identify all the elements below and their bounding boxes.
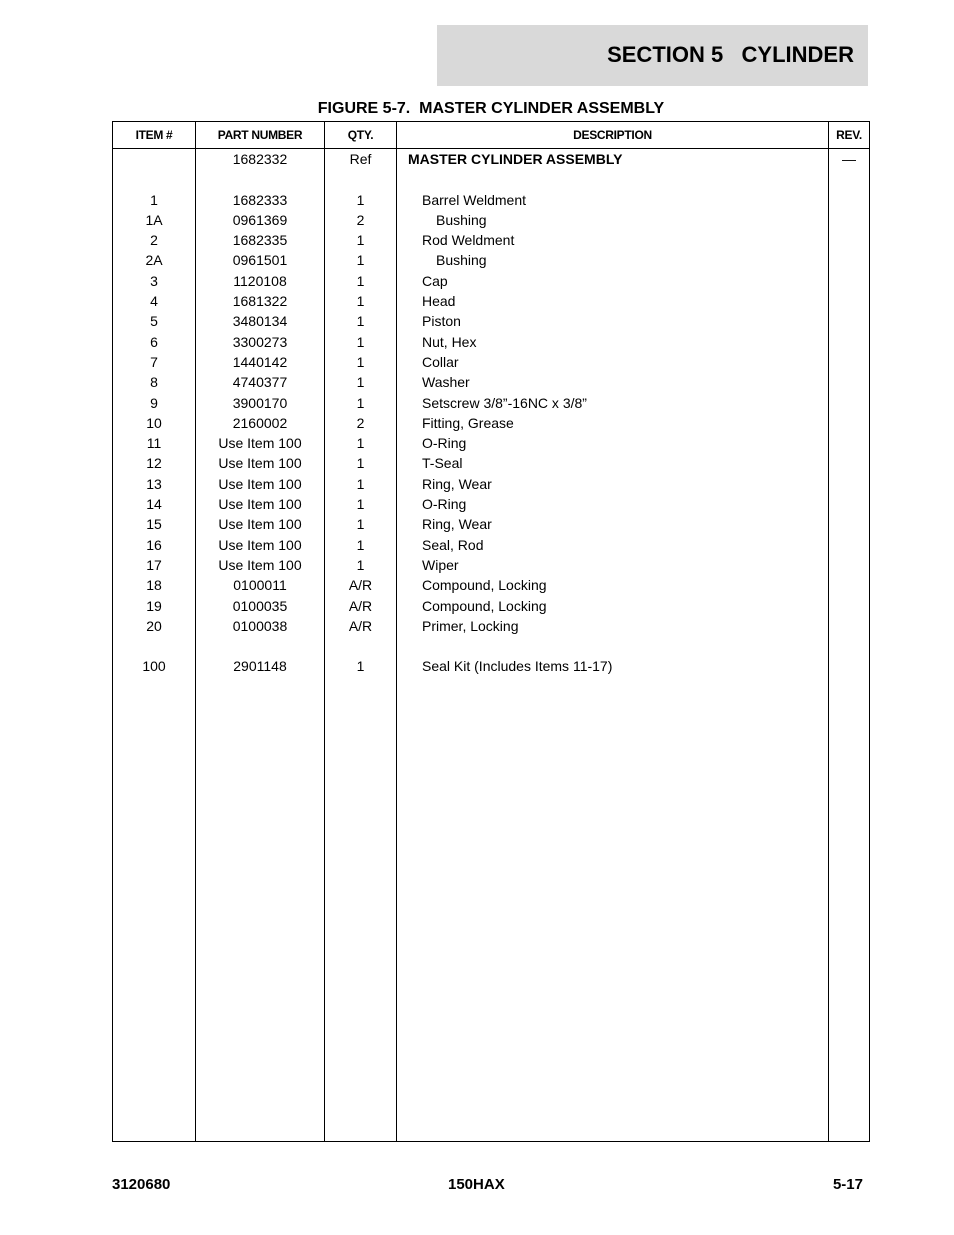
cell-item: 8 (150, 374, 158, 391)
cell-item: 18 (146, 577, 162, 594)
parts-table (112, 121, 870, 1142)
cell-description: Ring, Wear (422, 516, 492, 533)
cell-description: O-Ring (422, 496, 467, 513)
table-row (113, 393, 869, 413)
cell-description: Bushing (436, 211, 487, 228)
cell-description: Wiper (422, 556, 459, 573)
cell-rev (829, 453, 869, 473)
cell-rev (829, 555, 869, 575)
cell-rev (829, 372, 869, 392)
table-row (113, 636, 869, 656)
table-row (113, 433, 869, 453)
cell-qty: 1 (356, 374, 365, 391)
cell-part-number: 1120108 (233, 272, 287, 289)
cell-item: 2 (150, 232, 158, 249)
cell-item: 19 (146, 597, 162, 614)
cell-rev (829, 210, 869, 230)
cell-part-number: 0100011 (233, 577, 287, 594)
table-row (113, 230, 869, 250)
cell-description: Rod Weldment (422, 232, 515, 249)
cell-rev (829, 413, 869, 433)
table-row (113, 596, 869, 616)
cell-qty: 1 (356, 313, 365, 330)
cell-part-number (196, 636, 324, 656)
cell-description: Piston (422, 313, 461, 330)
cell-qty: 1 (356, 252, 365, 269)
cell-qty: 1 (356, 232, 365, 249)
cell-item: 16 (146, 536, 162, 553)
cell-part-number: Use Item 100 (218, 536, 302, 553)
table-row (113, 656, 869, 676)
column-header-item: ITEM # (135, 128, 173, 142)
cell-qty: 1 (356, 333, 365, 350)
cell-item: 20 (146, 617, 162, 634)
cell-item: 11 (146, 435, 162, 452)
cell-item: 3 (150, 272, 158, 289)
cell-qty: 1 (356, 272, 365, 289)
cell-item: 4 (150, 293, 158, 310)
cell-qty (325, 169, 396, 189)
cell-item: 10 (146, 414, 162, 431)
cell-item: 12 (146, 455, 162, 472)
section-title: SECTION 5 CYLINDER (607, 42, 854, 67)
table-row (113, 616, 869, 636)
table-body (113, 149, 869, 677)
cell-qty: A/R (348, 597, 373, 614)
cell-rev (829, 474, 869, 494)
cell-item: 13 (146, 475, 162, 492)
cell-description: Collar (422, 353, 459, 370)
cell-rev (829, 514, 869, 534)
cell-rev (829, 494, 869, 514)
cell-description: Cap (422, 272, 448, 289)
cell-rev (829, 535, 869, 555)
table-row (113, 291, 869, 311)
figure-title: FIGURE 5-7. MASTER CYLINDER ASSEMBLY (317, 100, 665, 117)
cell-item: 17 (146, 556, 162, 573)
cell-qty: 1 (356, 191, 365, 208)
cell-qty: 2 (356, 211, 365, 228)
section-header (437, 25, 868, 86)
column-header-rev: REV. (836, 128, 862, 142)
table-row (113, 332, 869, 352)
cell-description: Washer (422, 374, 470, 391)
column-header-description: DESCRIPTION (573, 128, 652, 142)
cell-rev (829, 271, 869, 291)
cell-rev (829, 616, 869, 636)
cell-part-number: 4740377 (232, 374, 288, 391)
cell-rev (829, 332, 869, 352)
cell-item: 7 (150, 353, 158, 370)
cell-item: 1 (150, 191, 158, 208)
cell-rev (829, 636, 869, 656)
cell-description: Ring, Wear (422, 475, 492, 492)
cell-part-number: 3300273 (232, 333, 288, 350)
cell-rev (829, 291, 869, 311)
footer-model: 150HAX (448, 1176, 505, 1193)
cell-description: Seal, Rod (422, 536, 484, 553)
cell-rev (829, 352, 869, 372)
cell-item: 1A (145, 211, 163, 228)
cell-qty: Ref (349, 151, 372, 167)
cell-description: MASTER CYLINDER ASSEMBLY (408, 151, 623, 167)
cell-rev (829, 596, 869, 616)
cell-rev (829, 311, 869, 331)
cell-part-number: 1681322 (232, 293, 288, 310)
cell-qty: A/R (348, 577, 373, 594)
cell-item: 14 (146, 496, 162, 513)
cell-rev (829, 433, 869, 453)
table-row (113, 453, 869, 473)
cell-qty: 1 (356, 353, 365, 370)
table-row (113, 413, 869, 433)
cell-rev (829, 230, 869, 250)
cell-rev (829, 656, 869, 676)
cell-description: Compound, Locking (422, 577, 547, 594)
cell-part-number: 1682335 (232, 232, 288, 249)
cell-part-number: 0100035 (232, 597, 288, 614)
table-row (113, 210, 869, 230)
cell-description: Nut, Hex (422, 333, 477, 350)
cell-item: 100 (142, 658, 166, 675)
column-header-qty: QTY. (347, 128, 374, 142)
table-row (113, 311, 869, 331)
cell-item (113, 169, 195, 189)
table-row (113, 474, 869, 494)
cell-description: Setscrew 3/8”-16NC x 3/8” (422, 394, 587, 411)
cell-qty: 1 (356, 475, 365, 492)
cell-item (113, 149, 195, 169)
cell-item: 5 (150, 313, 158, 330)
cell-part-number: Use Item 100 (218, 475, 302, 492)
column-header-part-number: PART NUMBER (217, 128, 303, 142)
cell-description: Head (422, 293, 456, 310)
cell-qty: 1 (356, 435, 365, 452)
cell-rev (829, 190, 869, 210)
table-row (113, 535, 869, 555)
cell-part-number: 2901148 (233, 658, 287, 675)
cell-part-number: 0961369 (232, 211, 288, 228)
cell-rev (829, 393, 869, 413)
cell-part-number: 1440142 (232, 353, 288, 370)
cell-item: 2A (145, 252, 163, 269)
cell-qty: 1 (356, 556, 365, 573)
cell-item: 9 (150, 394, 158, 411)
cell-part-number: Use Item 100 (218, 435, 302, 452)
cell-part-number: 1682332 (232, 151, 288, 167)
cell-description: Bushing (436, 252, 487, 269)
cell-part-number: Use Item 100 (218, 455, 302, 472)
cell-item (113, 636, 195, 656)
cell-qty: 1 (356, 455, 365, 472)
cell-description: Fitting, Grease (422, 414, 514, 431)
cell-rev (829, 575, 869, 595)
cell-qty: A/R (348, 617, 373, 634)
cell-part-number: 3900170 (232, 394, 288, 411)
cell-part-number: Use Item 100 (218, 556, 302, 573)
table-row (113, 352, 869, 372)
table-row (113, 190, 869, 210)
cell-rev (829, 169, 869, 189)
cell-qty: 1 (356, 394, 365, 411)
cell-qty: 1 (356, 516, 365, 533)
cell-part-number: 3480134 (232, 313, 288, 330)
table-row (113, 250, 869, 270)
cell-part-number (196, 169, 324, 189)
footer-page-number: 5-17 (832, 1176, 863, 1193)
cell-qty: 2 (356, 414, 365, 431)
table-row (113, 575, 869, 595)
cell-part-number: 1682333 (232, 191, 288, 208)
cell-description: T-Seal (422, 455, 463, 472)
cell-description (402, 169, 842, 189)
table-row (113, 372, 869, 392)
cell-qty: 1 (356, 658, 365, 675)
cell-qty: 1 (356, 496, 365, 513)
cell-part-number: Use Item 100 (218, 516, 302, 533)
table-row (113, 514, 869, 534)
cell-part-number: 0100038 (232, 617, 288, 634)
cell-rev: — (842, 151, 856, 167)
cell-qty: 1 (356, 293, 365, 310)
table-row (113, 149, 869, 169)
cell-part-number: Use Item 100 (218, 496, 302, 513)
cell-description: Barrel Weldment (422, 191, 527, 208)
cell-description: O-Ring (422, 435, 467, 452)
cell-rev (829, 250, 869, 270)
table-row (113, 555, 869, 575)
table-row (113, 494, 869, 514)
cell-part-number: 0961501 (232, 252, 288, 269)
cell-description: Primer, Locking (422, 617, 519, 634)
cell-description: Seal Kit (Includes Items 11-17) (422, 658, 613, 675)
table-row (113, 271, 869, 291)
cell-item: 6 (150, 333, 158, 350)
cell-qty: 1 (356, 536, 365, 553)
cell-description (402, 636, 842, 656)
cell-item: 15 (146, 516, 162, 533)
cell-part-number: 2160002 (232, 414, 288, 431)
cell-description: Compound, Locking (422, 597, 547, 614)
table-row (113, 169, 869, 189)
cell-qty (325, 636, 396, 656)
footer-document-number: 3120680 (112, 1176, 171, 1193)
